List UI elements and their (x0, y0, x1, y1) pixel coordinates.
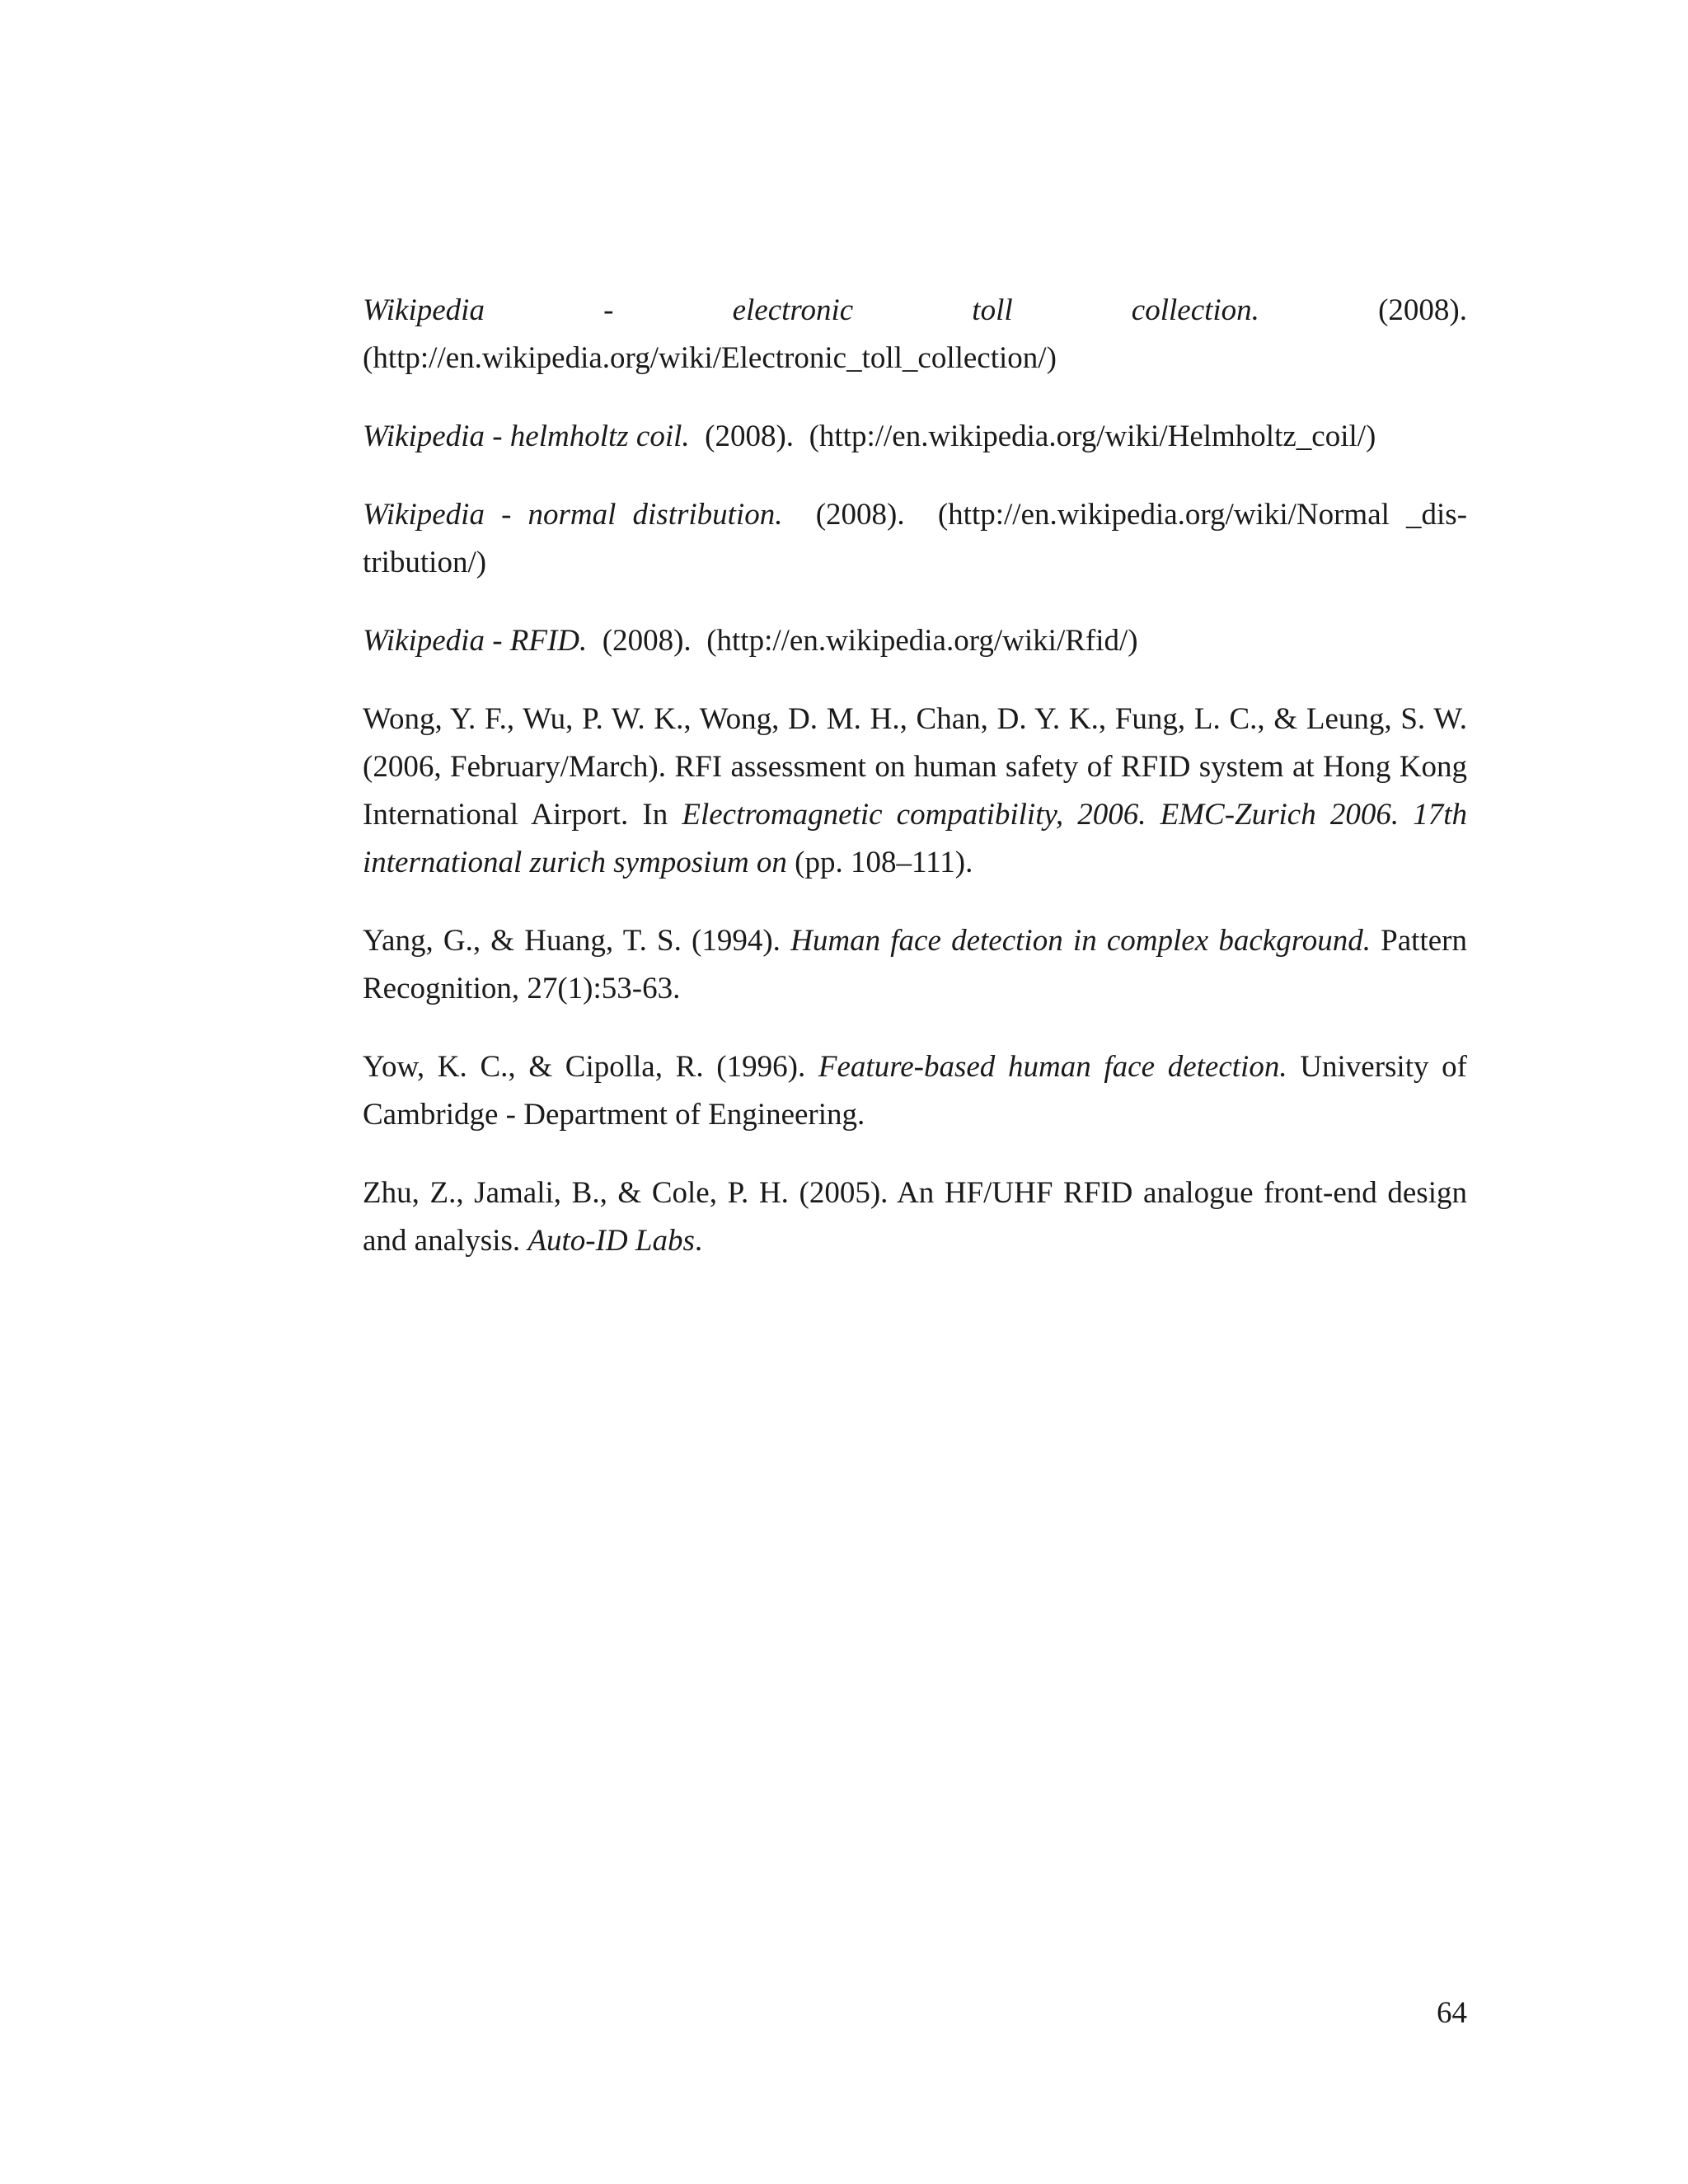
reference-entry (363, 413, 1467, 461)
reference-text: Yang, G., & Huang, T. S. (1994). (363, 924, 791, 958)
reference-text: Yow, K. C., & Cipolla, R. (1996). (363, 1050, 818, 1084)
reference-entry (363, 1043, 1467, 1139)
reference-source: Auto-ID Labs (528, 1224, 695, 1258)
reference-title: Human face detection in complex background. (790, 924, 1371, 958)
reference-year: (2008). (602, 624, 692, 658)
reference-url: (http://en.wikipedia.org/wiki/Helmholtz_coil/) (809, 419, 1376, 453)
reference-entry (363, 491, 1467, 587)
reference-list (363, 287, 1467, 1296)
reference-year: (2008). (1378, 293, 1467, 327)
reference-text-end: (pp. 108–111). (786, 846, 973, 879)
page-number: 64 (1437, 1996, 1467, 2030)
reference-text-end: Pattern Recognition, 27(1):53-63. (363, 924, 1467, 1005)
reference-entry (363, 287, 1467, 382)
reference-entry (363, 696, 1467, 887)
reference-url: (http://en.wikipedia.org/wiki/Electronic_toll_collection/) (363, 341, 1057, 375)
reference-year: (2008). (705, 419, 795, 453)
reference-title: Wikipedia - normal distribution. (363, 498, 783, 532)
reference-url-continued: tribution/) (363, 546, 487, 579)
reference-title: Feature-based human face detection. (818, 1050, 1287, 1084)
reference-url: (http://en.wikipedia.org/wiki/Rfid/) (706, 624, 1138, 658)
reference-year: (2008). (815, 498, 905, 532)
reference-first-line (363, 287, 1467, 335)
reference-text-end: University of Cambridge - Department of Engineering. (363, 1050, 1467, 1132)
reference-url: (http://en.wikipedia.org/wiki/Normal _dis- (937, 498, 1468, 532)
reference-entry (363, 917, 1467, 1013)
reference-text: Zhu, Z., Jamali, B., & Cole, P. H. (2005). An HF/UHF RFID analogue front-end design and analysis. (363, 1176, 1467, 1258)
reference-title: Wikipedia - electronic toll collection. (363, 293, 1259, 327)
reference-entry (363, 1169, 1467, 1265)
reference-title: Wikipedia - helmholtz coil. (363, 419, 690, 453)
reference-entry (363, 617, 1467, 665)
reference-first-line (363, 491, 1467, 539)
reference-title: Wikipedia - RFID. (363, 624, 588, 658)
reference-source: Electromagnetic compatibility, 2006. EMC-Zurich 2006. 17th international zurich symposium on (363, 798, 1467, 879)
reference-text: Wong, Y. F., Wu, P. W. K., Wong, D. M. H., Chan, D. Y. K., Fung, L. C., & Leung, S. W. (2006, February/March). RFI assessment on human safety of RFID system at Hong Kong International Airport. In (363, 702, 1467, 832)
reference-text-end: . (694, 1224, 703, 1258)
